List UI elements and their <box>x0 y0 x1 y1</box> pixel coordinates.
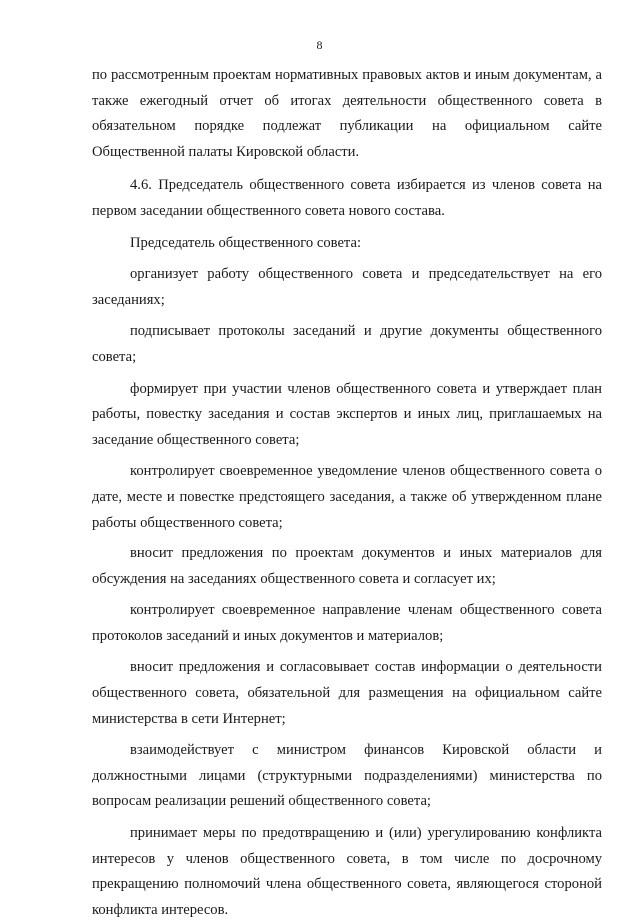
document-body <box>92 63 602 923</box>
paragraph-publication: по рассмотренным проектам нормативных правовых актов и иным документам, а также ежегодный отчет об итогах деятельности общественного совета в обязательном порядке подлежат публикации на официальном сайте Общественной палаты Кировской области. <box>92 67 602 160</box>
paragraph-controls-notification: контролирует своевременное уведомление членов общественного совета о дате, месте и повестке предстоящего заседания, а также об утвержденном плане работы общественного совета; <box>92 463 602 531</box>
paragraph-controls-protocols: контролирует своевременное направление членам общественного совета протоколов заседаний и иных документов и материалов; <box>92 602 602 644</box>
paragraph-submits-proposals: вносит предложения по проектам документов и иных материалов для обсуждения на заседаниях общественного совета и согласует их; <box>92 545 602 587</box>
paragraph-information-composition: вносит предложения и согласовывает состав информации о деятельности общественного совета, обязательной для размещения на официальном сайте министерства в сети Интернет; <box>92 659 602 727</box>
paragraph-conflict-of-interest: принимает меры по предотвращению и (или) урегулированию конфликта интересов у членов общественного совета, в том числе по досрочному прекращению полномочий члена общественного совета, являющегося стороной конфликта интересов. <box>92 825 602 918</box>
paragraph-4-6-chairman-election: 4.6. Председатель общественного совета избирается из членов совета на первом заседании общественного совета нового состава. <box>92 177 602 219</box>
paragraph-organizes-work: организует работу общественного совета и председательствует на его заседаниях; <box>92 266 602 308</box>
paragraph-forms-plan: формирует при участии членов общественного совета и утверждает план работы, повестку заседания и состав экспертов и иных лиц, приглашаемых на заседание общественного совета; <box>92 380 602 448</box>
paragraph-chairman-heading: Председатель общественного совета: <box>130 234 362 251</box>
page-number: 8 <box>316 38 323 52</box>
paragraph-interacts-with-minister: взаимодействует с министром финансов Кировской области и должностными лицами (структурными подразделениями) министерства по вопросам реализации решений общественного совета; <box>92 742 602 810</box>
paragraph-signs-protocols: подписывает протоколы заседаний и другие документы общественного совета; <box>92 323 602 365</box>
